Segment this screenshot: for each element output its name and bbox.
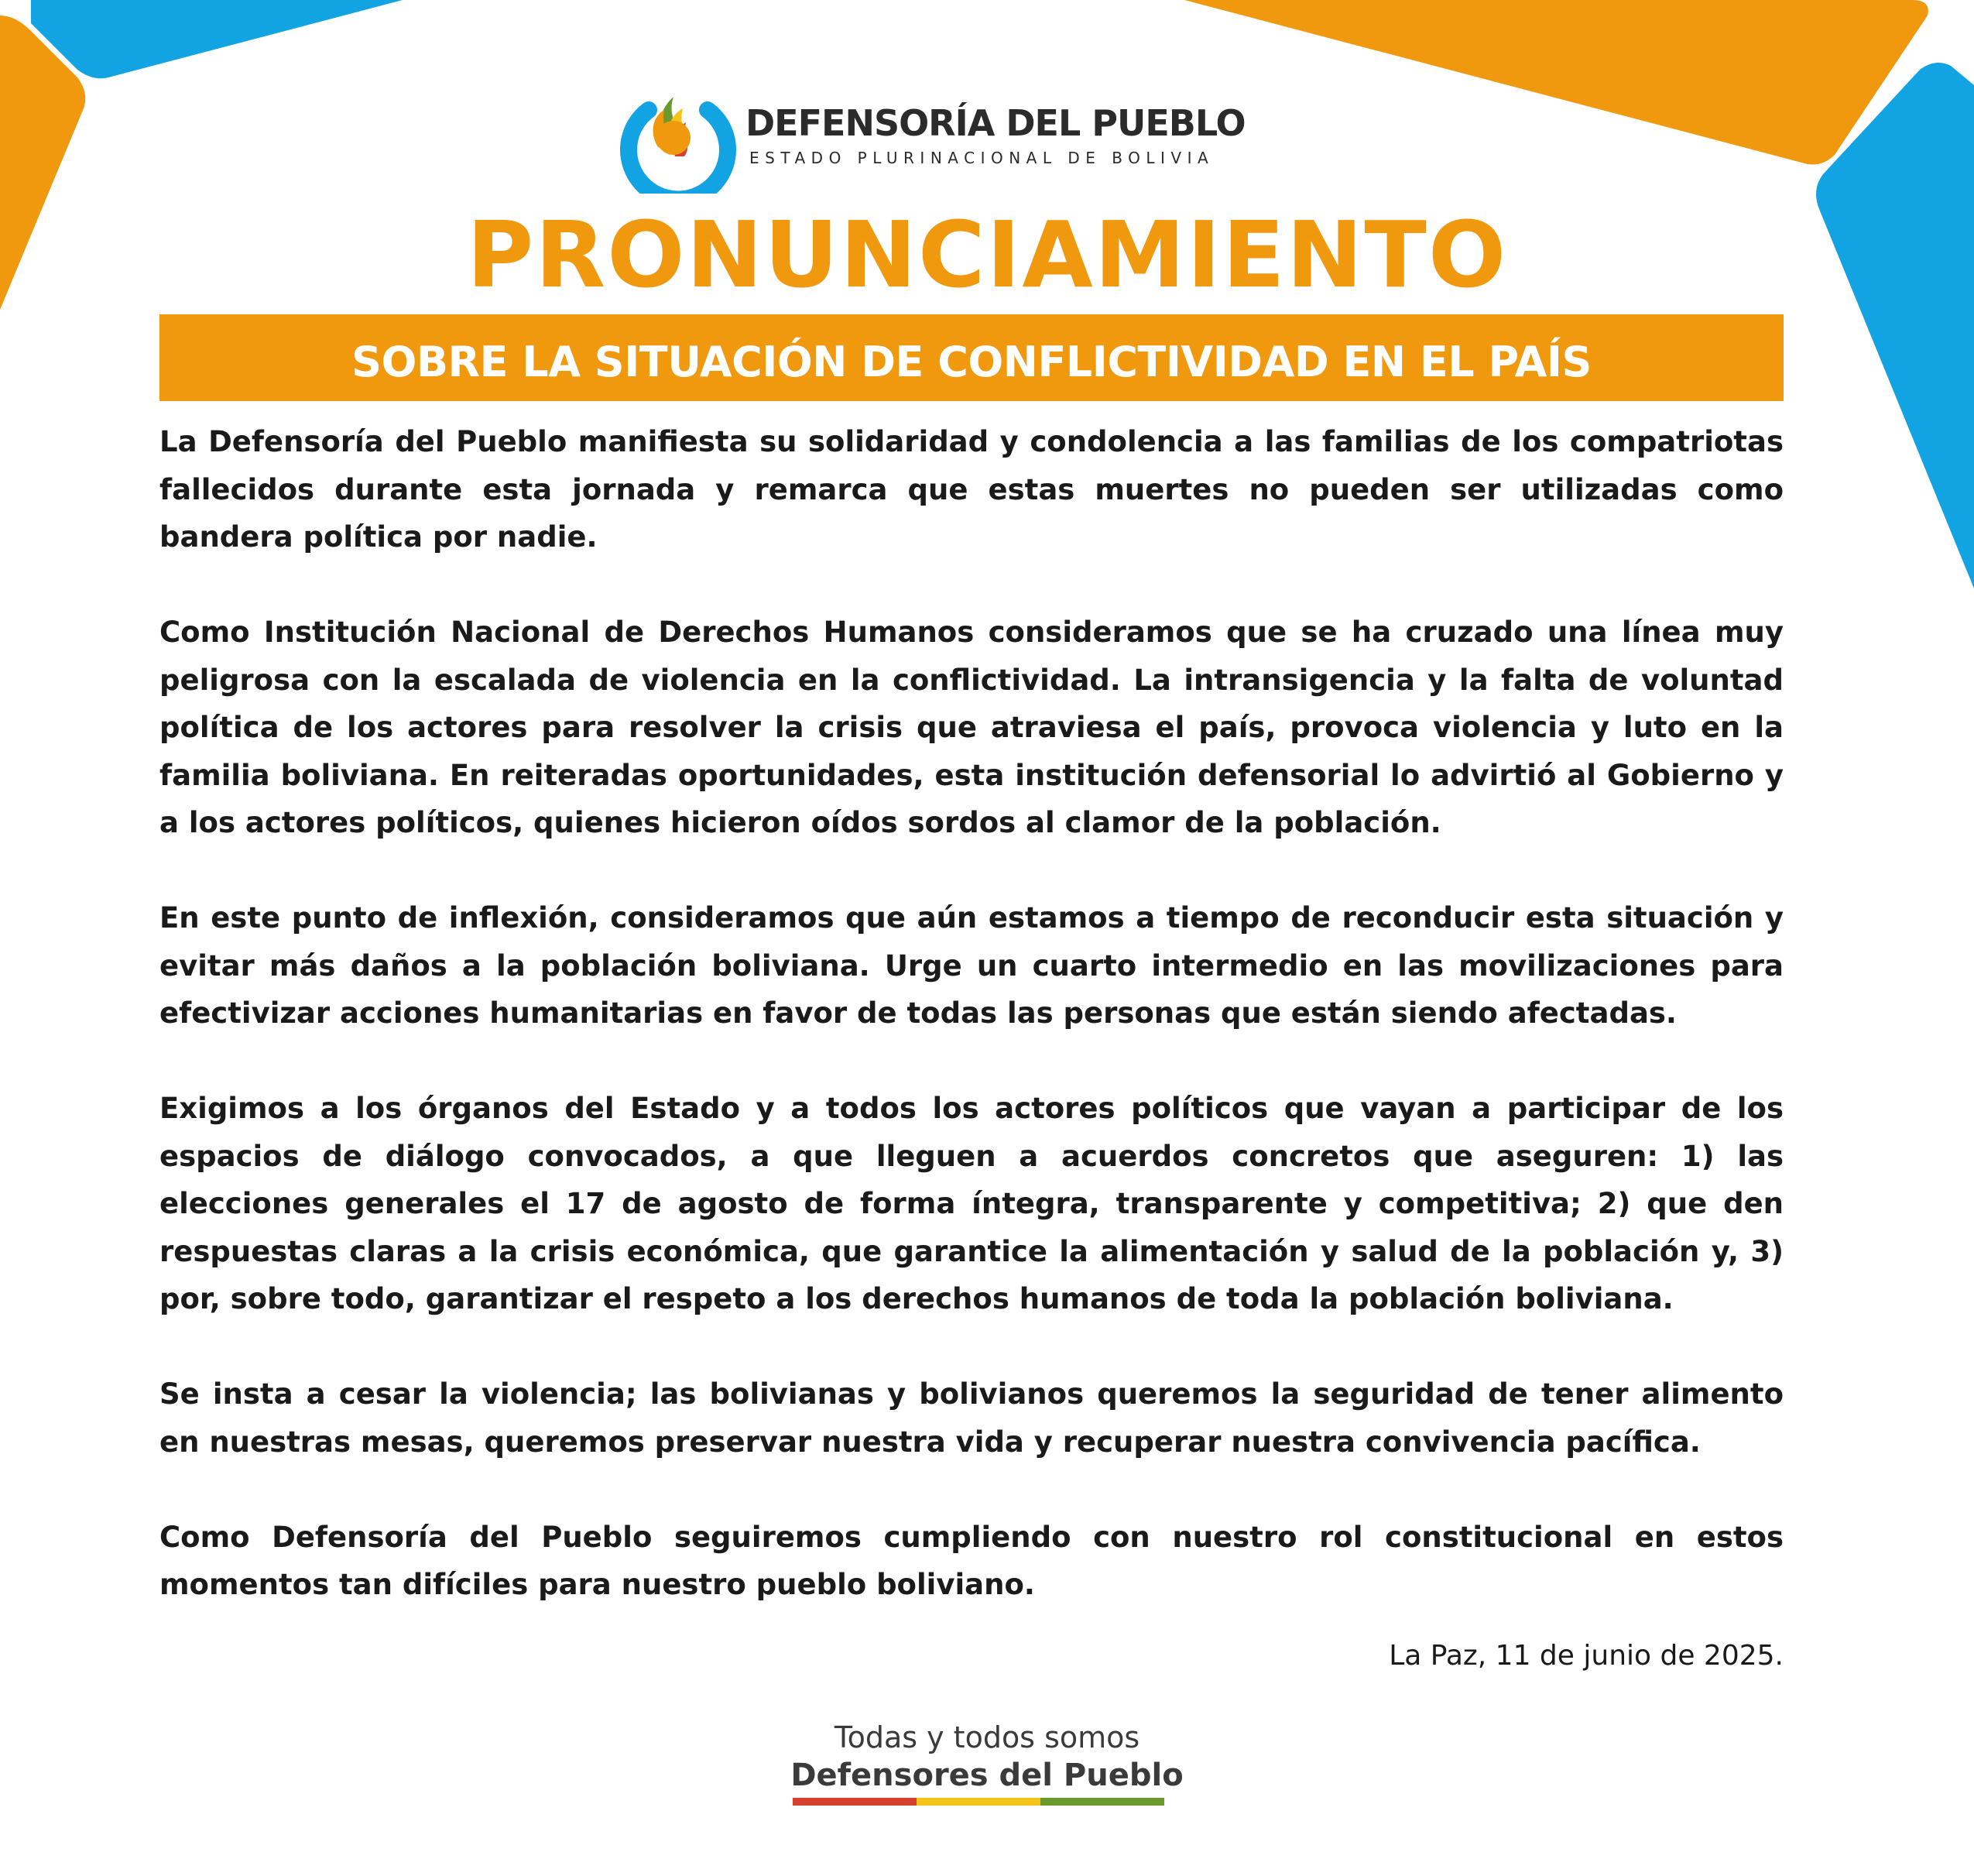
date-line: La Paz, 11 de junio de 2025.	[1389, 1640, 1784, 1672]
paragraph: Como Defensoría del Pueblo seguiremos cumpliendo con nuestro rol constitucional en estos momentos tan difíciles para nuestro pueblo boliviano.	[159, 1520, 1784, 1601]
paragraph: Se insta a cesar la violencia; las bolivianas y bolivianos queremos la seguridad de tener alimento en nuestras mesas, queremos preservar nuestra vida y recuperar nuestra convivencia pacífica.	[159, 1377, 1784, 1459]
flag-stripe	[793, 1798, 1164, 1806]
subtitle-text: SOBRE LA SITUACIÓN DE CONFLICTIVIDAD EN EL PAÍS	[351, 338, 1592, 386]
top-left-blue-shape	[31, 0, 403, 78]
defensoria-logo-icon	[602, 39, 742, 194]
flag-red-segment	[793, 1798, 917, 1806]
page-title: PRONUNCIAMIENTO	[466, 201, 1508, 308]
paragraph: Exigimos a los órganos del Estado y a todos los actores políticos que vayan a participar de los espacios de diálogo convocados, a que lleguen a acuerdos concretos que aseguren: 1) las elecciones generales el 17 de agosto de forma íntegra, transparente y competitiva; 2) que den respuestas claras a la crisis económica, que garantice la alimentación y salud de la población y, 3) por, sobre todo, garantizar el respeto a los derechos humanos de toda la población boliviana.	[159, 1092, 1784, 1315]
paragraph: La Defensoría del Pueblo manifiesta su solidaridad y condolencia a las familias de los compatriotas fallecidos durante esta jornada y remarca que estas muertes no pueden ser utilizadas como bandera política por nadie.	[159, 425, 1784, 554]
org-name: DEFENSORÍA DEL PUEBLO	[745, 102, 1246, 144]
slogan-line-2: Defensores del Pueblo	[790, 1758, 1184, 1793]
flag-yellow-segment	[917, 1798, 1040, 1806]
slogan-line-1: Todas y todos somos	[834, 1720, 1140, 1754]
subtitle-banner	[159, 314, 1784, 401]
top-right-orange-shape	[1184, 0, 1928, 165]
flag-green-segment	[1040, 1798, 1164, 1806]
header-logo	[602, 39, 1246, 194]
paragraph: En este punto de inflexión, consideramos que aún estamos a tiempo de reconducir esta situación y evitar más daños a la población boliviana. Urge un cuarto intermedio en las movilizaciones para efectivizar acciones humanitarias en favor de todas las personas que están siendo afectadas.	[159, 901, 1784, 1030]
statement-body	[159, 418, 1784, 1656]
paragraph: Como Institución Nacional de Derechos Humanos consideramos que se ha cruzado una línea muy peligrosa con la escalada de violencia en la conflictividad. La intransigencia y la falta de voluntad política de los actores para resolver la crisis que atraviesa el país, provoca violencia y luto en la familia boliviana. En reiteradas oportunidades, esta institución defensorial lo advirtió al Gobierno y a los actores políticos, quienes hicieron oídos sordos al clamor de la población.	[159, 616, 1784, 839]
org-subtitle: ESTADO PLURINACIONAL DE BOLIVIA	[749, 149, 1215, 167]
